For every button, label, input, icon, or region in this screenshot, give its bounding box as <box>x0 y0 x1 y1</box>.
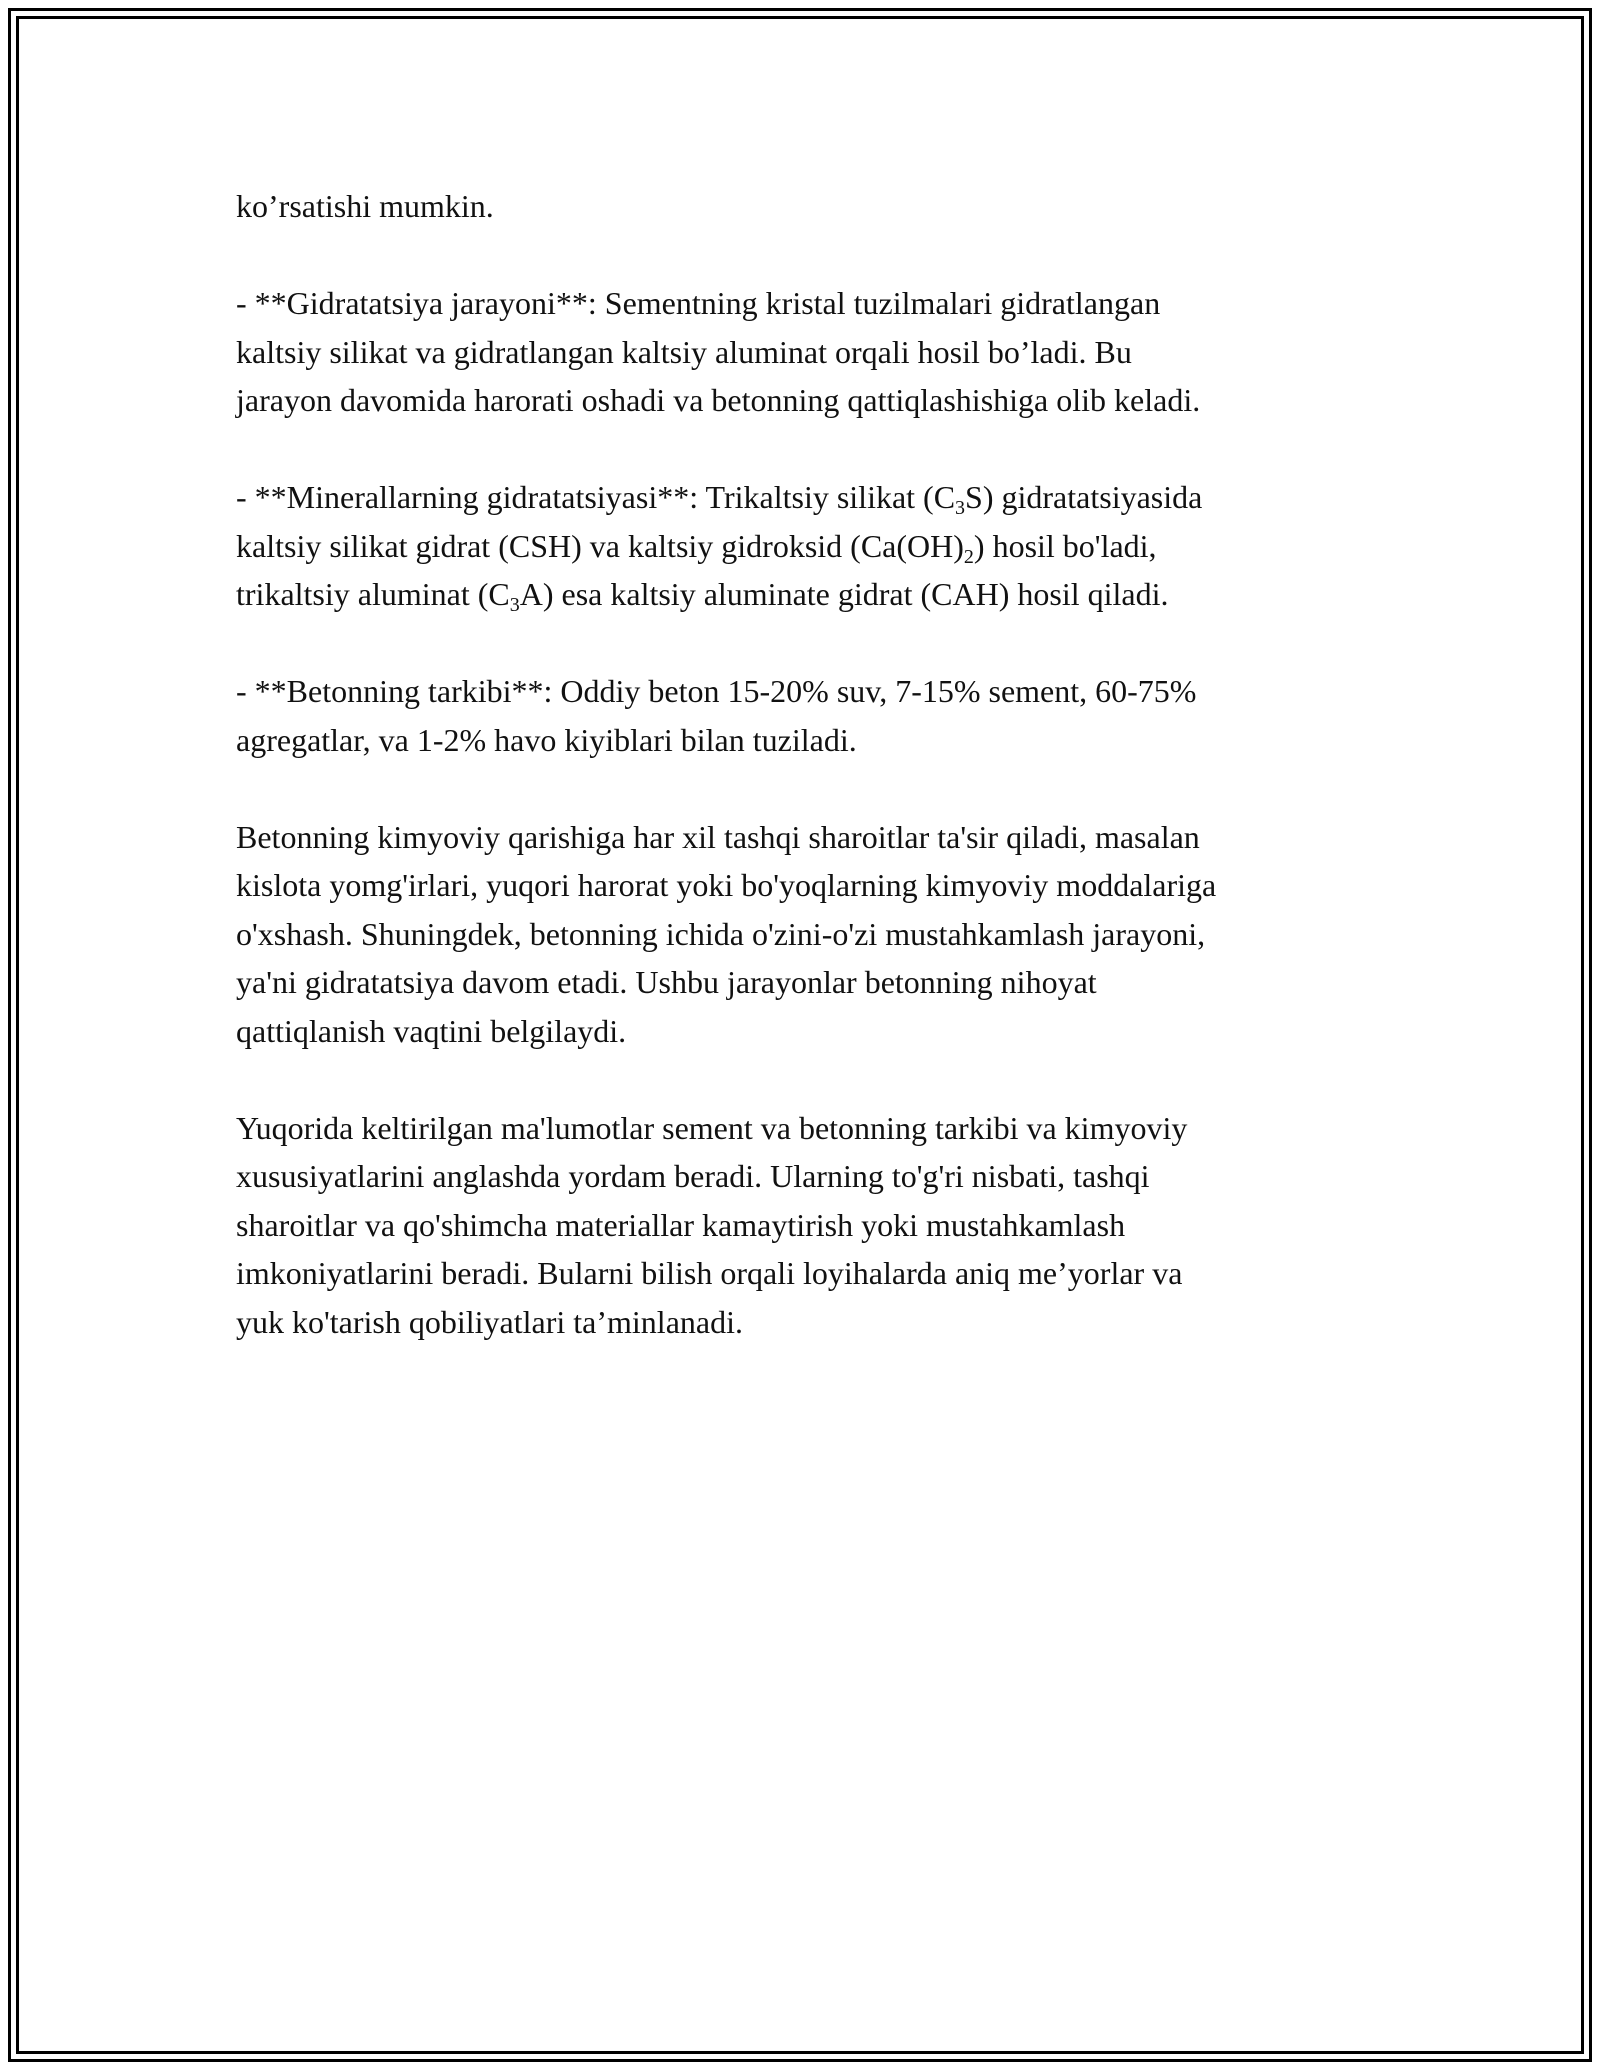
text-line: yuk ko'tarish qobiliyatlari ta’minlanadi. <box>236 1303 743 1340</box>
paragraph-minerallar-gidratatsiyasi <box>236 473 1376 619</box>
text-line: qattiqlanish vaqtini belgilaydi. <box>236 1012 627 1049</box>
text-segment: S) gidratatsiyasida <box>965 479 1203 515</box>
text-line <box>236 522 1376 571</box>
paragraph-gidratatsiya-jarayoni <box>236 279 1376 425</box>
document-body <box>236 182 1376 1395</box>
text-line: sharoitlar va qo'shimcha materiallar kamaytirish yoki mustahkamlash <box>236 1206 1126 1243</box>
text-line: kaltsiy silikat va gidratlangan kaltsiy aluminat orqali hosil bo’ladi. Bu <box>236 333 1132 370</box>
paragraph-kimyoviy-qarish <box>236 813 1376 1056</box>
text-line: agregatlar, va 1-2% havo kiyiblari bilan tuziladi. <box>236 721 857 758</box>
paragraph-betonning-tarkibi <box>236 667 1376 764</box>
subscript: 2 <box>963 545 974 568</box>
text-line: Betonning kimyoviy qarishiga har xil tashqi sharoitlar ta'sir qiladi, masalan <box>236 818 1200 855</box>
text-line: xususiyatlarini anglashda yordam beradi. Ularning to'g'ri nisbati, tashqi <box>236 1158 1150 1194</box>
text-line: kislota yomg'irlari, yuqori harorat yoki bo'yoqlarning kimyoviy moddalariga <box>236 867 1217 903</box>
text-segment: trikaltsiy aluminat (C <box>236 576 510 612</box>
text-line: jarayon davomida harorati oshadi va betonning qattiqlashishiga olib keladi. <box>236 382 1201 418</box>
subscript: 3 <box>509 594 520 616</box>
text-line <box>236 570 1376 619</box>
text-line: ko’rsatishi mumkin. <box>236 188 494 224</box>
text-segment: ) hosil bo'ladi, <box>973 527 1157 564</box>
text-line: - **Gidratatsiya jarayoni**: Sementning kristal tuzilmalari gidratlangan <box>236 285 1161 321</box>
text-segment: - **Minerallarning gidratatsiyasi**: Trikaltsiy silikat (C <box>236 479 956 515</box>
text-line <box>236 473 1376 522</box>
text-line: ya'ni gidratatsiya davom etadi. Ushbu jarayonlar betonning nihoyat <box>236 964 1097 1000</box>
text-line: - **Betonning tarkibi**: Oddiy beton 15-20% suv, 7-15% sement, 60-75% <box>236 673 1197 709</box>
text-line: o'xshash. Shuningdek, betonning ichida o'zini-o'zi mustahkamlash jarayoni, <box>236 915 1206 952</box>
paragraph-continuation <box>236 182 1376 231</box>
text-line: Yuqorida keltirilgan ma'lumotlar sement va betonning tarkibi va kimyoviy <box>236 1109 1188 1146</box>
text-segment: kaltsiy silikat gidrat (CSH) va kaltsiy gidroksid (Ca(OH) <box>236 527 964 564</box>
text-line: imkoniyatlarini beradi. Bularni bilish orqali loyihalarda aniq me’yorlar va <box>236 1255 1183 1291</box>
paragraph-xulosa <box>236 1104 1376 1347</box>
subscript: 3 <box>955 497 966 519</box>
text-segment: A) esa kaltsiy aluminate gidrat (CAH) hosil qiladi. <box>519 576 1169 612</box>
